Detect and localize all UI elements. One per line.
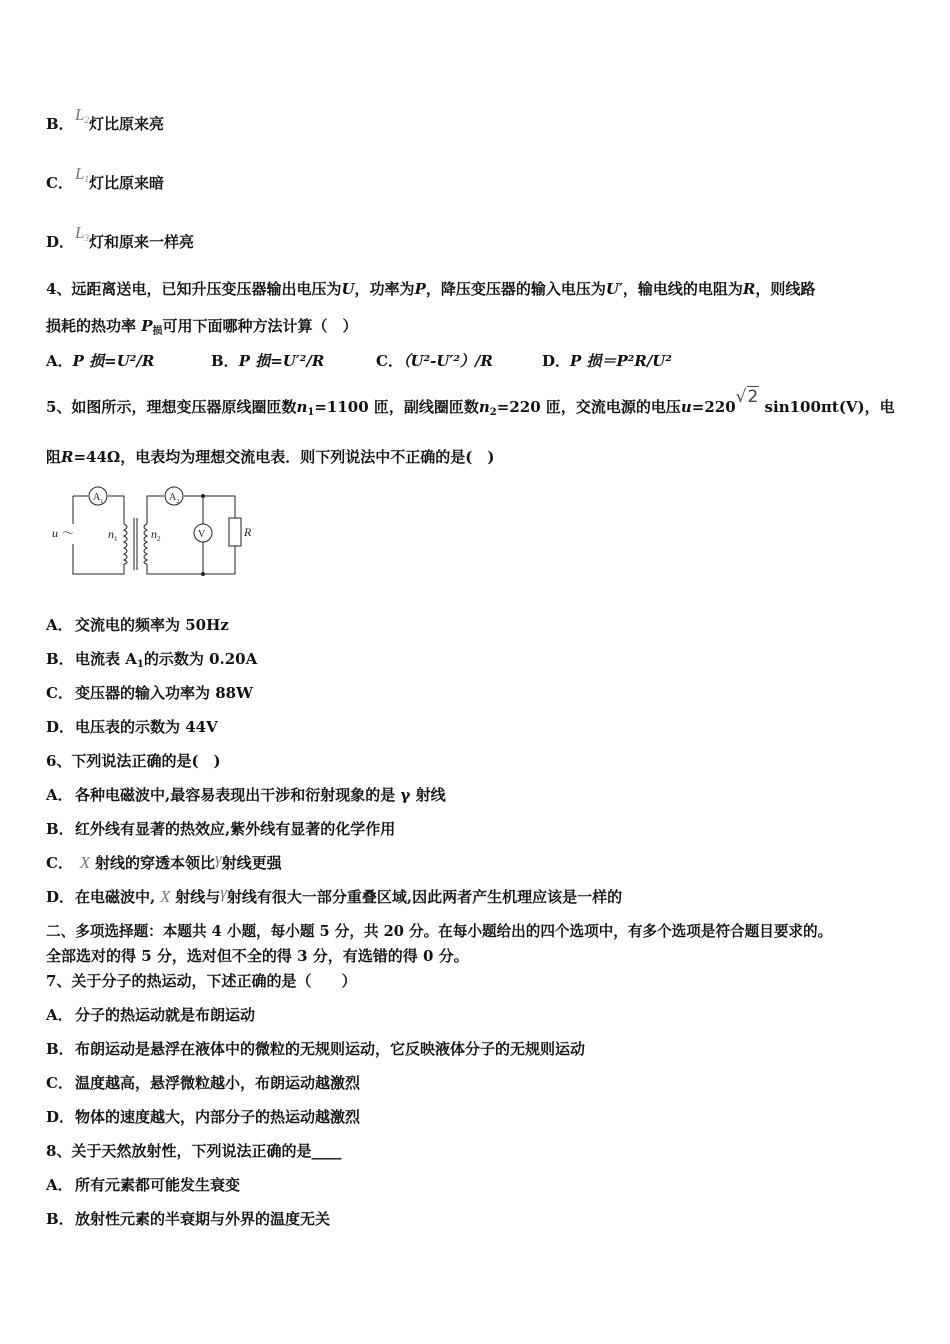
n1-label: $n_1$ — [108, 527, 118, 543]
q7-option-d[interactable]: D．物体的速度越大，内部分子的热运动越激烈 — [46, 1108, 361, 1126]
option-label: B． — [46, 115, 74, 133]
gamma-symbol: γ — [214, 849, 222, 868]
x-symbol: X — [160, 887, 171, 906]
r-label: R — [244, 525, 252, 539]
option-text: 灯比原来暗 — [88, 174, 164, 192]
q4-option-c[interactable]: C．（U²-U′²）/R — [376, 352, 493, 370]
q5-option-b[interactable]: B．电流表 $A_1$的示数为 0.20A — [46, 650, 258, 670]
q6-stem: 6、下列说法正确的是( ) — [46, 752, 221, 770]
option-label: C． — [46, 174, 73, 192]
symbol: L1 — [75, 164, 89, 184]
a1-label: $A_1$ — [93, 492, 104, 505]
x-symbol: X — [79, 853, 91, 872]
q4-option-b[interactable]: B．P 损=U′²/R — [211, 352, 325, 370]
secondary-coil — [144, 524, 147, 564]
q5-stem-line2: 阻R=44Ω，电表均为理想交流电表．则下列说法中不正确的是( ) — [46, 448, 495, 466]
q5-option-d[interactable]: D．电压表的示数为 44V — [46, 718, 218, 736]
option-text: 灯和原来一样亮 — [88, 233, 194, 251]
a2-label: $A_2$ — [169, 492, 180, 505]
q4-stem-line1: 4、远距离送电，已知升压变压器输出电压为U，功率为P，降压变压器的输入电压为U′，输电线的电阻为R，则线路 — [46, 280, 816, 298]
q3-option-d[interactable] — [46, 223, 194, 257]
q6-option-a[interactable]: A． 各种电磁波中,最容易表现出干涉和衍射现象的是 γ 射线 — [46, 786, 446, 804]
q7-option-a[interactable]: A． 分子的热运动就是布朗运动 — [46, 1006, 256, 1024]
q8-stem: 8、关于天然放射性，下列说法正确的是____ — [46, 1142, 342, 1160]
q8-option-b[interactable]: B．放射性元素的半衰期与外界的温度无关 — [46, 1210, 331, 1228]
symbol: L3 — [75, 223, 89, 243]
q4-option-a[interactable]: A．P 损=U²/R — [46, 352, 155, 370]
option-label: D． — [46, 233, 75, 251]
q4-stem-line2: 损耗的热功率 $P_损$可用下面哪种方法计算（ ） — [46, 317, 358, 337]
q7-stem: 7、关于分子的热运动，下述正确的是（ ） — [46, 972, 357, 990]
q6-option-c[interactable]: C． X 射线的穿透本领比γ射线更强 — [46, 849, 282, 872]
n2-label: $n_2$ — [151, 527, 161, 543]
gamma-symbol: γ — [220, 883, 227, 902]
section2-intro-line1: 二、多项选择题：本题共 4 小题，每小题 5 分，共 20 分。在每小题给出的四个选项中，有多个选项是符合题目要求的。 — [46, 923, 833, 940]
transformer-circuit-diagram — [48, 484, 263, 584]
sqrt-symbol: √2 — [735, 387, 759, 407]
ac-tilde: ～ — [62, 526, 75, 540]
q8-option-a[interactable]: A． 所有元素都可能发生衰变 — [46, 1176, 241, 1194]
q5-stem-line1: 5、如图所示，理想变压器原线圈匝数$n_1=1100$ 匝，副线圈匝数$n_2=220$ 匝，交流电源的电压u=220√2 sin100πt(V)，电 — [46, 387, 895, 418]
resistor — [229, 518, 241, 546]
section2-intro-line2: 全部选对的得 5 分，选对但不全的得 3 分，有选错的得 0 分。 — [46, 947, 469, 965]
q7-option-c[interactable]: C． 温度越高，悬浮微粒越小，布朗运动越激烈 — [46, 1074, 361, 1092]
q5-option-c[interactable]: C． 变压器的输入功率为 88W — [46, 684, 253, 702]
q3-option-b[interactable] — [46, 105, 164, 139]
q7-option-b[interactable]: B．布朗运动是悬浮在液体中的微粒的无规则运动，它反映液体分子的无规则运动 — [46, 1040, 586, 1058]
v-label: V — [198, 529, 206, 540]
q6-option-d[interactable]: D．在电磁波中, X 射线与γ射线有很大一部分重叠区域,因此两者产生机理应该是一样的 — [46, 883, 623, 906]
q4-option-d[interactable]: D．P 损＝P²R/U² — [542, 352, 672, 370]
option-text: 灯比原来亮 — [88, 115, 164, 133]
q6-option-b[interactable]: B．红外线有显著的热效应,紫外线有显著的化学作用 — [46, 820, 396, 838]
q3-option-c[interactable] — [46, 164, 164, 198]
source-u-label: u — [52, 526, 58, 540]
q5-option-a[interactable]: A． 交流电的频率为 50Hz — [46, 616, 229, 634]
symbol: L2 — [75, 105, 89, 125]
primary-coil — [124, 524, 127, 564]
